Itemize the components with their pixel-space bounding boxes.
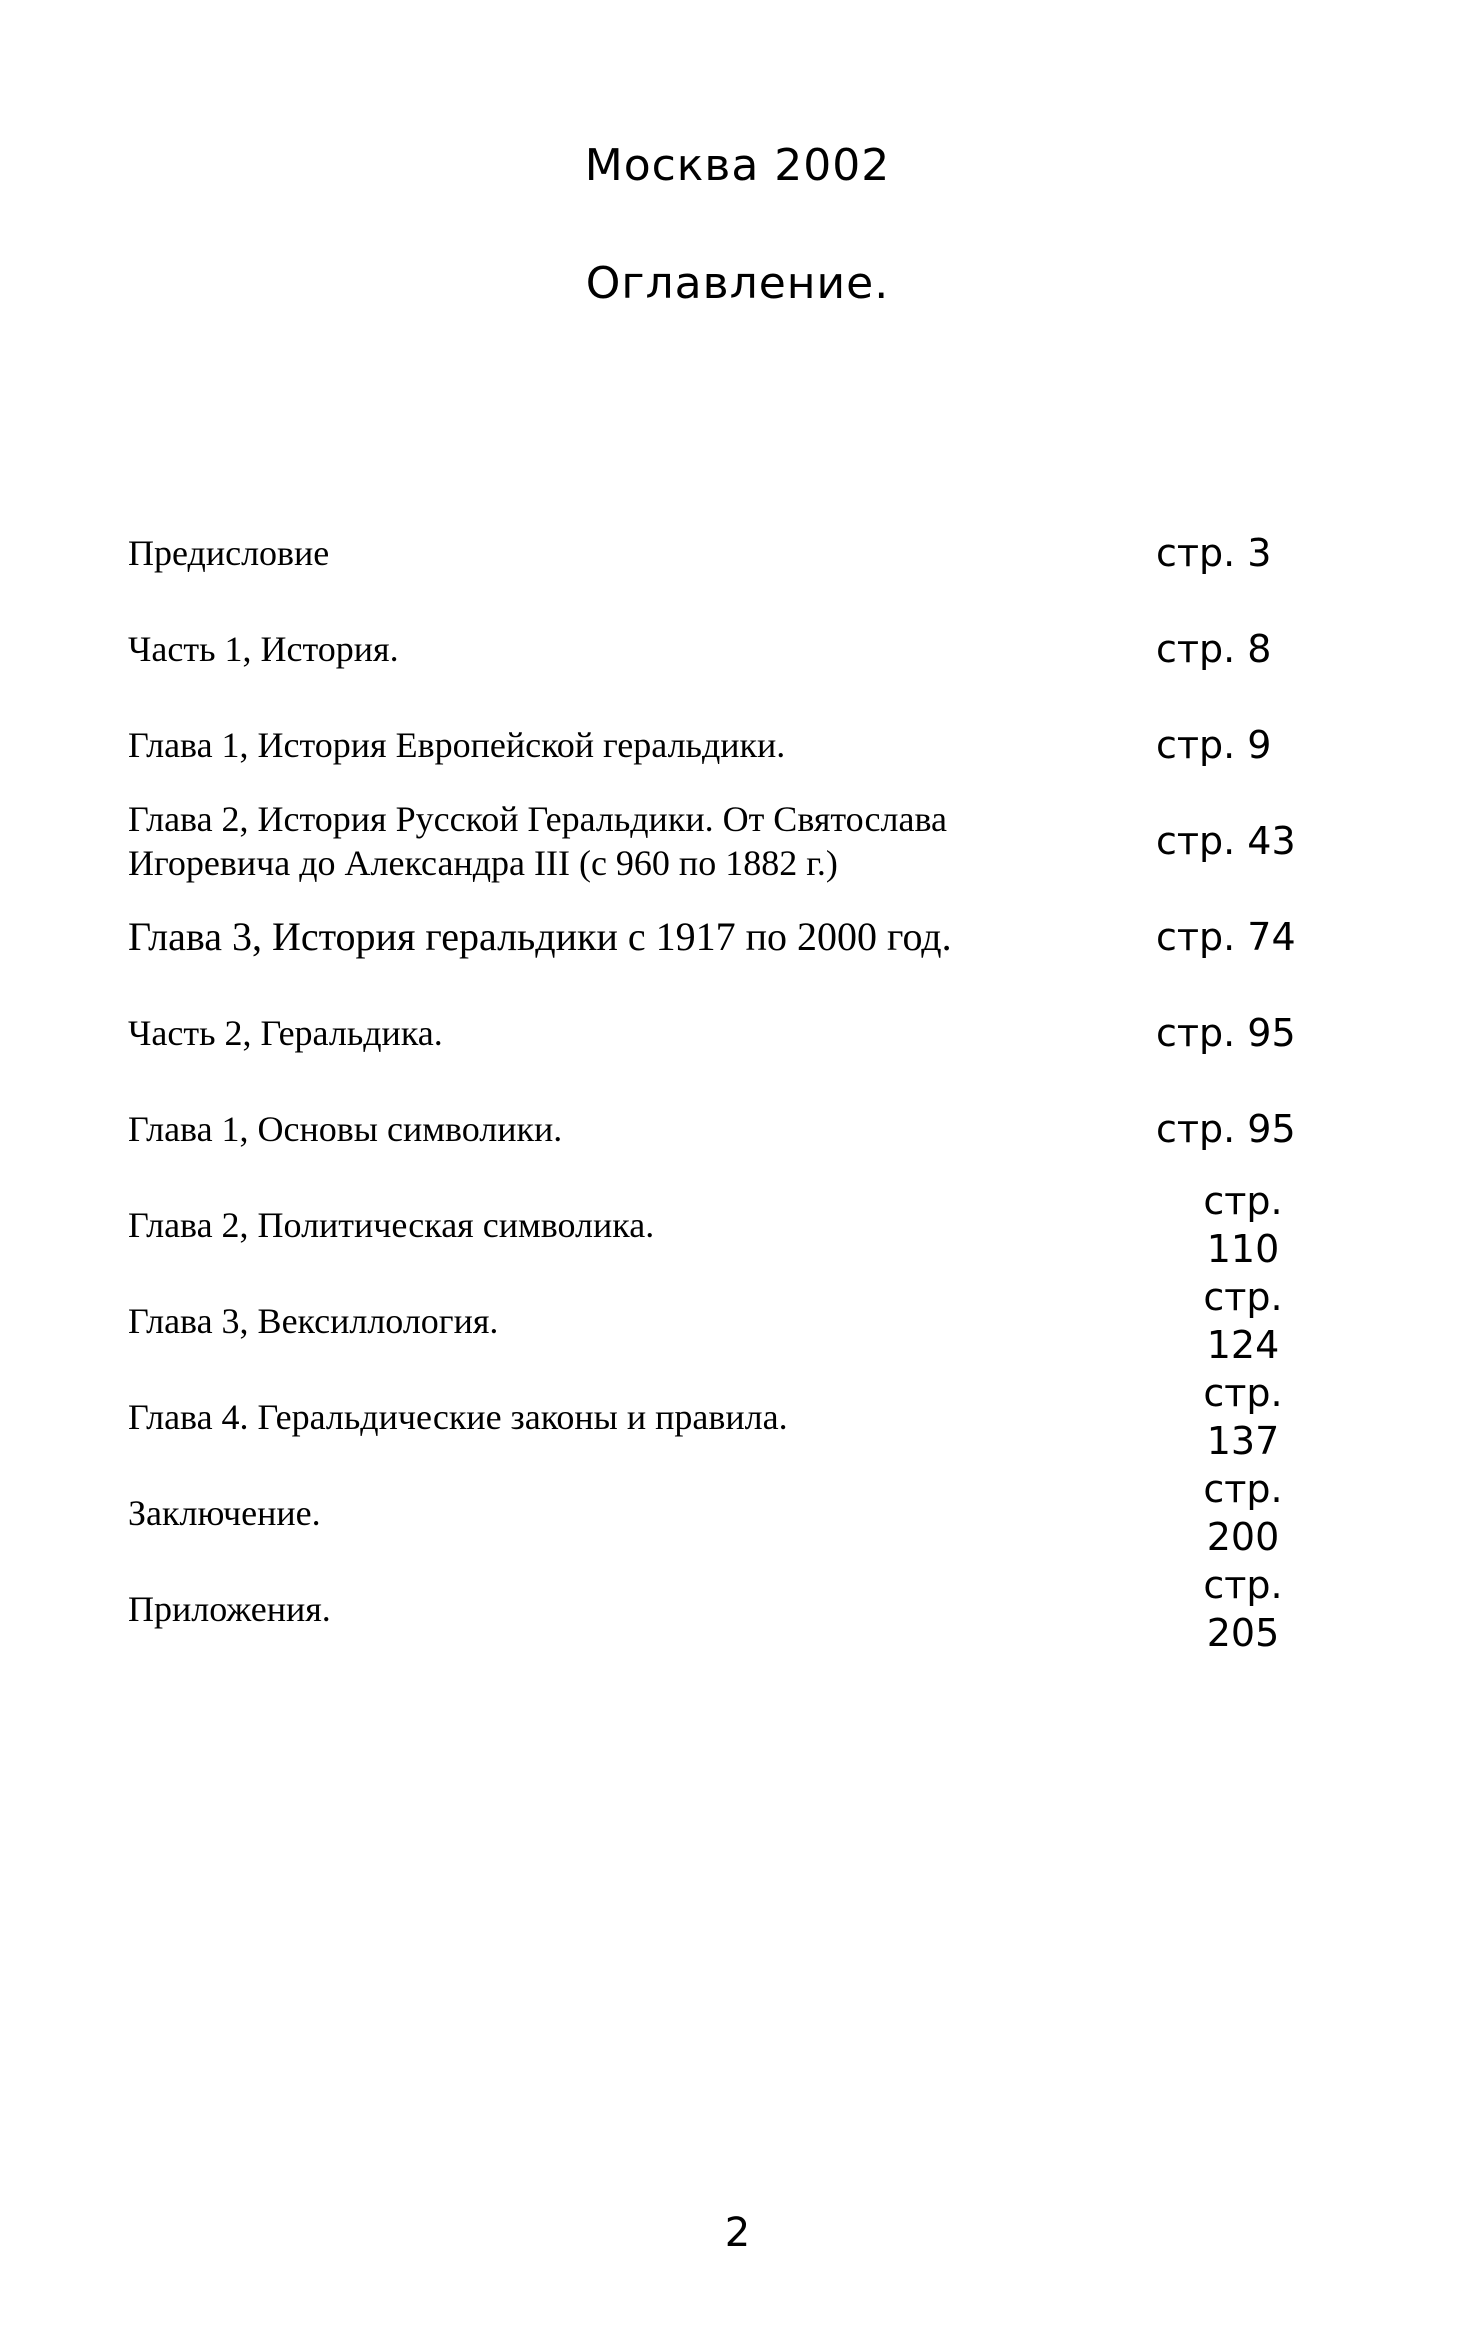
toc-row-part-1-chapter-2 <box>128 793 1348 889</box>
toc-entry-page: стр. 205 <box>1203 1563 1283 1655</box>
toc-entry-page: стр. 74 <box>1156 915 1296 959</box>
toc-row-part-2-chapter-2 <box>128 1177 1348 1273</box>
city-year-heading: Москва 2002 <box>584 140 891 191</box>
toc-row-part-1 <box>128 601 1348 697</box>
toc-entry-page: стр. 95 <box>1156 1011 1296 1055</box>
toc-entry-title: Глава 1, История Европейской геральдики. <box>128 725 786 765</box>
toc-row-conclusion <box>128 1465 1348 1561</box>
toc-row-part-1-chapter-1 <box>128 697 1348 793</box>
toc-entry-title: Предисловие <box>128 533 330 573</box>
toc-entry-title: Приложения. <box>128 1589 331 1629</box>
toc-entry-page: стр. 3 <box>1156 531 1272 575</box>
toc-entry-title: Часть 1, История. <box>128 629 399 669</box>
toc-entry-title: Глава 3, История геральдики с 1917 по 2000 год. <box>128 914 952 959</box>
toc-row-preface <box>128 505 1348 601</box>
toc-row-part-2-chapter-1 <box>128 1081 1348 1177</box>
toc-entry-title: Глава 3, Вексиллология. <box>128 1301 499 1341</box>
toc-entry-page: стр. 9 <box>1156 723 1272 767</box>
toc-row-part-2-chapter-3 <box>128 1273 1348 1369</box>
toc-entry-page: стр. 43 <box>1156 819 1296 863</box>
toc-entry-title: Глава 2, Политическая символика. <box>128 1205 655 1245</box>
toc-row-part-1-chapter-3 <box>128 889 1348 985</box>
toc-entry-page: стр. 124 <box>1203 1275 1283 1367</box>
toc-row-part-2 <box>128 985 1348 1081</box>
toc-entry-title: Часть 2, Геральдика. <box>128 1013 443 1053</box>
page-number: 2 <box>724 2210 751 2256</box>
toc-row-part-2-chapter-4 <box>128 1369 1348 1465</box>
toc-entry-page: стр. 110 <box>1203 1179 1283 1271</box>
toc-entry-title: Глава 2, История Русской Геральдики. От Святослава Игоревича до Александра III (с 960 по 1882 г.) <box>128 799 947 883</box>
toc-row-appendices <box>128 1561 1348 1657</box>
toc-title: Оглавление. <box>585 258 890 309</box>
toc-entry-page: стр. 8 <box>1156 627 1272 671</box>
toc-entry-page: стр. 95 <box>1156 1107 1296 1151</box>
toc-entry-page: стр. 200 <box>1203 1467 1283 1559</box>
toc-entry-title: Заключение. <box>128 1493 321 1533</box>
toc-entry-page: стр. 137 <box>1203 1371 1283 1463</box>
toc-entry-title: Глава 1, Основы символики. <box>128 1109 563 1149</box>
toc-entry-title: Глава 4. Геральдические законы и правила. <box>128 1397 788 1437</box>
